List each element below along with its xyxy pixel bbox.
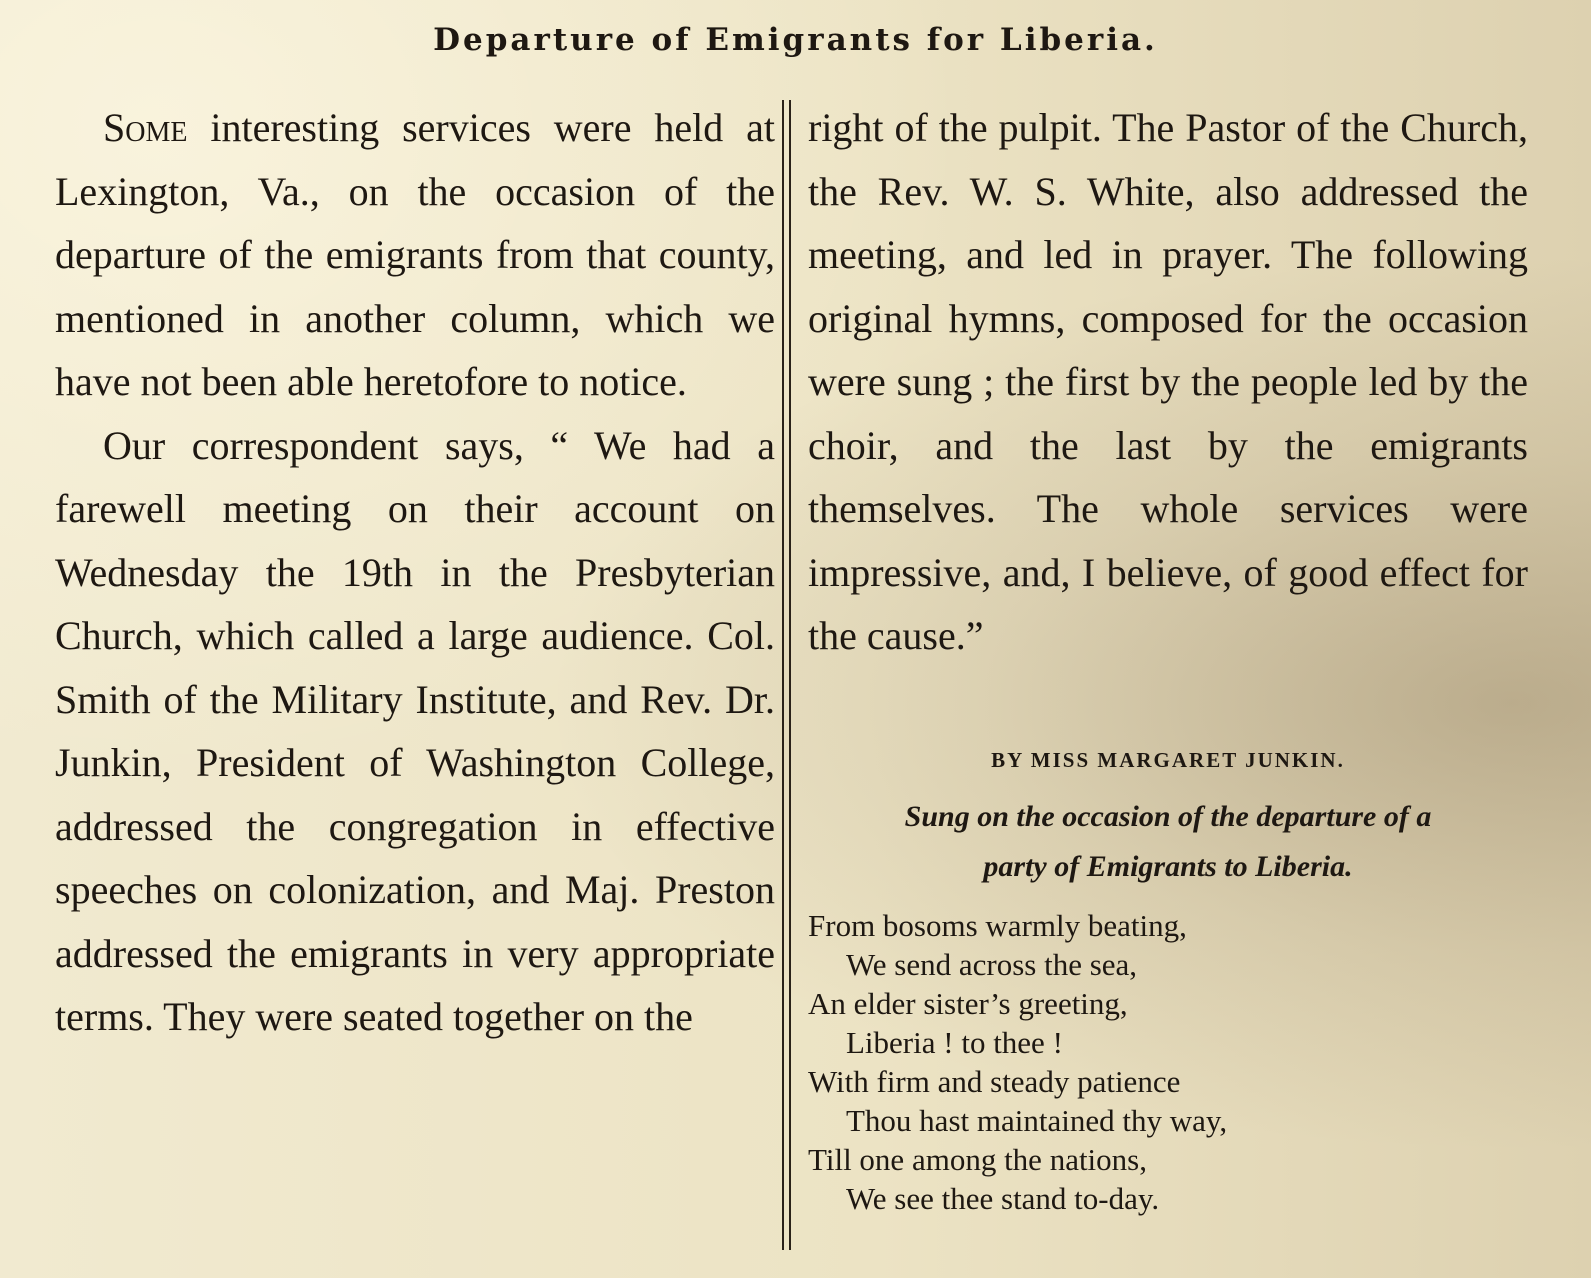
- verse-line: Till one among the nations,: [808, 1142, 1147, 1177]
- article-headline: Departure of Emigrants for Liberia.: [433, 22, 1158, 58]
- verse-line: We see thee stand to-day.: [846, 1181, 1160, 1216]
- column-rule-right: [789, 100, 791, 1250]
- paragraph-intro: [55, 96, 775, 414]
- hymn-subtitle-line-2: party of Emigrants to Liberia.: [983, 850, 1353, 883]
- drop-word: Some: [103, 105, 188, 150]
- verse-line: Liberia ! to thee !: [846, 1025, 1063, 1060]
- verse-line: Thou hast maintained thy way,: [846, 1103, 1228, 1138]
- verse-line: With firm and steady patience: [808, 1064, 1181, 1099]
- verse-line: An elder sister’s greeting,: [808, 986, 1128, 1021]
- verse-line: We send across the sea,: [846, 947, 1138, 982]
- hymn-subtitle: [808, 792, 1528, 892]
- column-rule-left: [782, 100, 784, 1250]
- paragraph-correspondent: Our correspondent says, “ We had a farewell meeting on their account on Wednesday the 19th in the Presbyterian Church, which called a large audience. Col. Smith of the Military Institute, and Rev. Dr. Junkin, President of Washington College, addressed the congregation in effective speeches on colonization, and Maj. Preston addressed the emigrants in very appropriate terms. They were seated together on the: [55, 422, 775, 1039]
- verse-line: From bosoms warmly beating,: [808, 908, 1187, 943]
- right-column: [808, 96, 1528, 668]
- hymn-byline: BY MISS MARGARET JUNKIN.: [991, 748, 1345, 772]
- hymn-verse: [808, 906, 1528, 1218]
- left-column: [55, 96, 775, 1049]
- hymn-subtitle-line-1: Sung on the occasion of the departure of a: [904, 800, 1432, 833]
- paragraph-intro-text: interesting services were held at Lexington, Va., on the occasion of the departure of the emigrants from that county, mentioned in another column, which we have not been able heretofore to notice.: [55, 105, 775, 404]
- paragraph-continued: right of the pulpit. The Pastor of the Church, the Rev. W. S. White, also addressed the meeting, and led in prayer. The following original hymns, composed for the occasion were sung ; the first by the people led by the choir, and the last by the emigrants themselves. The whole services were impressive, and, I believe, of good effect for the cause.”: [808, 105, 1528, 658]
